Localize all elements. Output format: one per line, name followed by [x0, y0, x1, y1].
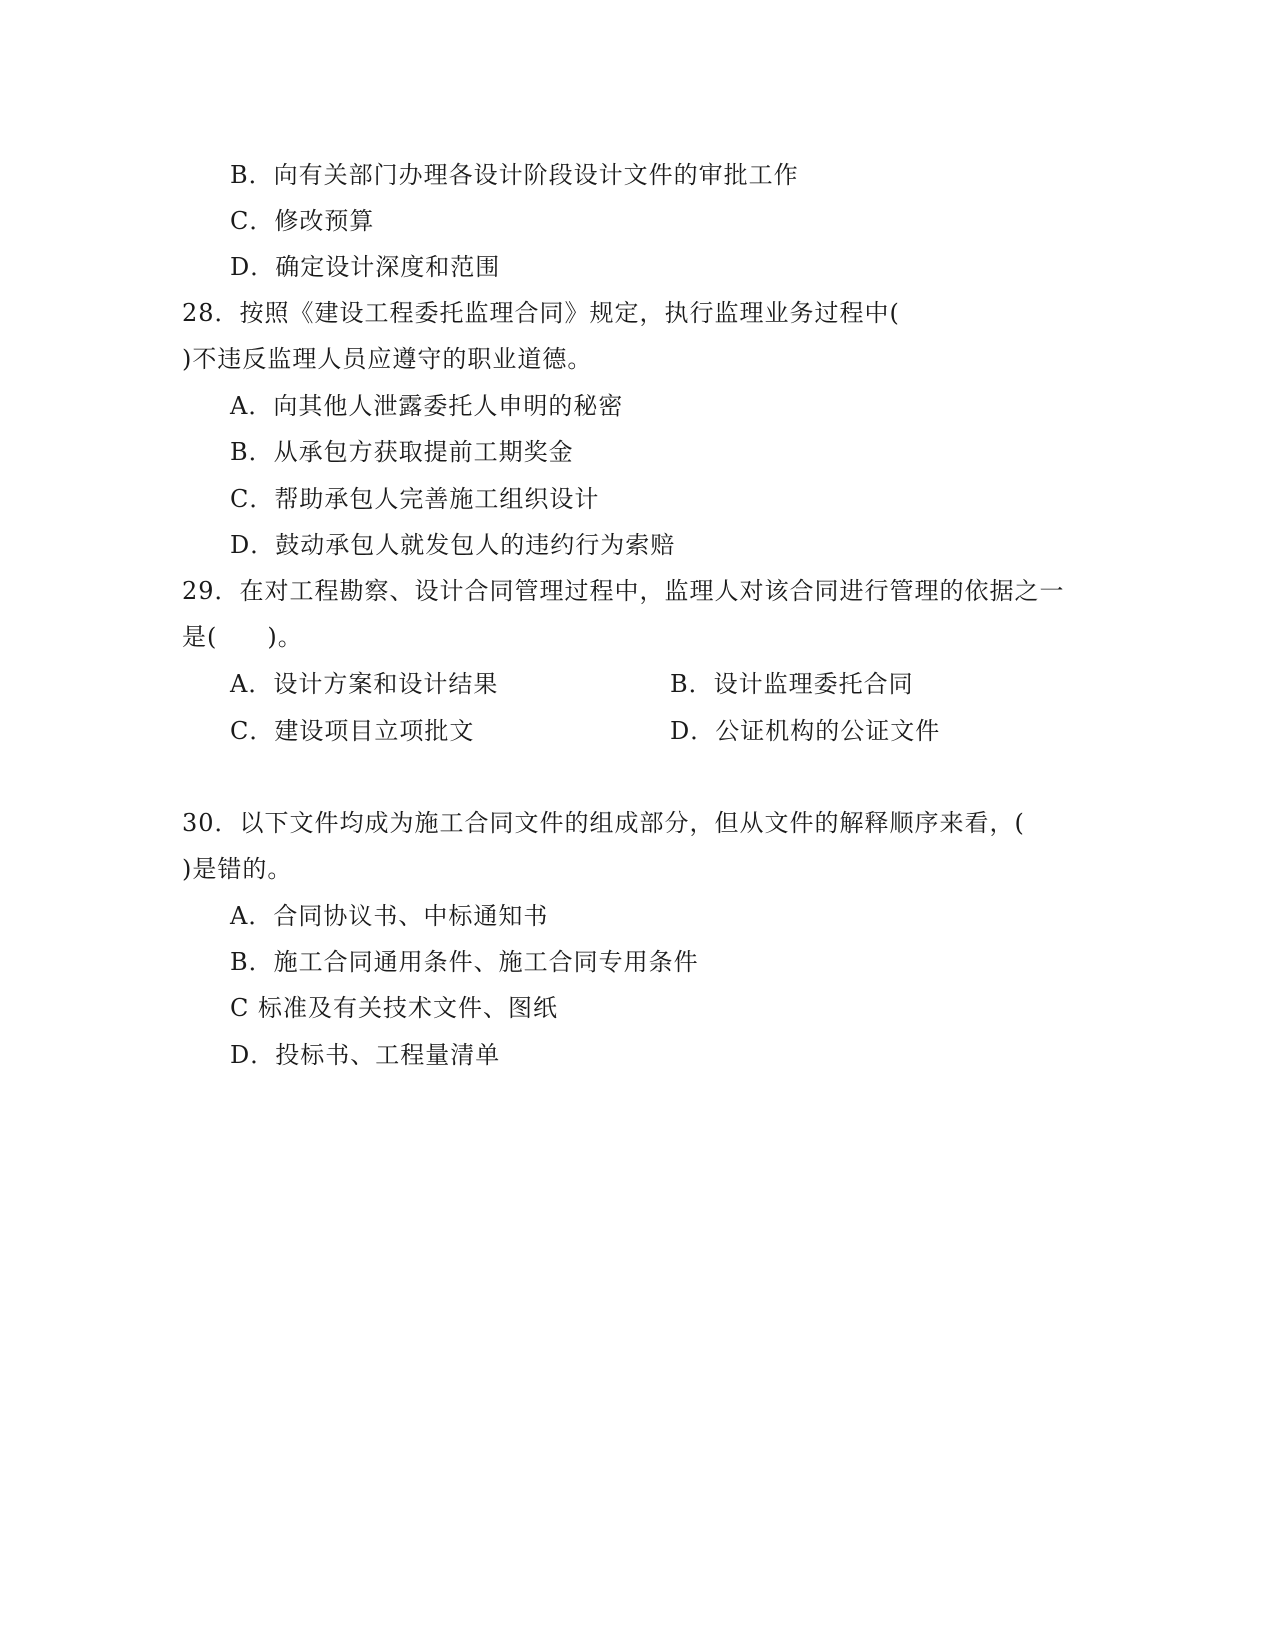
- q30-option-d: D．投标书、工程量清单: [230, 1041, 501, 1069]
- q29-stem-line1: 29．在对工程勘察、设计合同管理过程中，监理人对该合同进行管理的依据之一: [182, 577, 1065, 605]
- q28-option-a: A．向其他人泄露委托人申明的秘密: [230, 392, 624, 420]
- q28-stem-line1: 28．按照《建设工程委托监理合同》规定，执行监理业务过程中(: [182, 299, 900, 327]
- q27-option-d: D．确定设计深度和范围: [230, 253, 501, 281]
- q28-option-b: B．从承包方获取提前工期奖金: [230, 438, 574, 466]
- q28-option-c: C．帮助承包人完善施工组织设计: [230, 485, 600, 513]
- q29-option-d: D．公证机构的公证文件: [670, 717, 941, 745]
- q30-stem-line2: )是错的。: [182, 855, 293, 883]
- q30-option-b: B．施工合同通用条件、施工合同专用条件: [230, 948, 699, 976]
- q29-option-a: A．设计方案和设计结果: [230, 670, 499, 698]
- q30-option-a: A．合同协议书、中标通知书: [230, 902, 549, 930]
- q28-stem-line2: )不违反监理人员应遵守的职业道德。: [182, 345, 593, 373]
- q27-option-c: C．修改预算: [230, 207, 375, 235]
- q29-option-c: C．建设项目立项批文: [230, 717, 475, 745]
- q29-option-b: B．设计监理委托合同: [670, 670, 914, 698]
- q28-option-d: D．鼓动承包人就发包人的违约行为索赔: [230, 531, 676, 559]
- q27-option-b: B．向有关部门办理各设计阶段设计文件的审批工作: [230, 161, 799, 189]
- q29-stem-line2: 是( )。: [182, 623, 303, 651]
- q30-stem-line1: 30．以下文件均成为施工合同文件的组成部分，但从文件的解释顺序来看，(: [182, 809, 1025, 837]
- q30-option-c: C 标准及有关技术文件、图纸: [230, 994, 558, 1022]
